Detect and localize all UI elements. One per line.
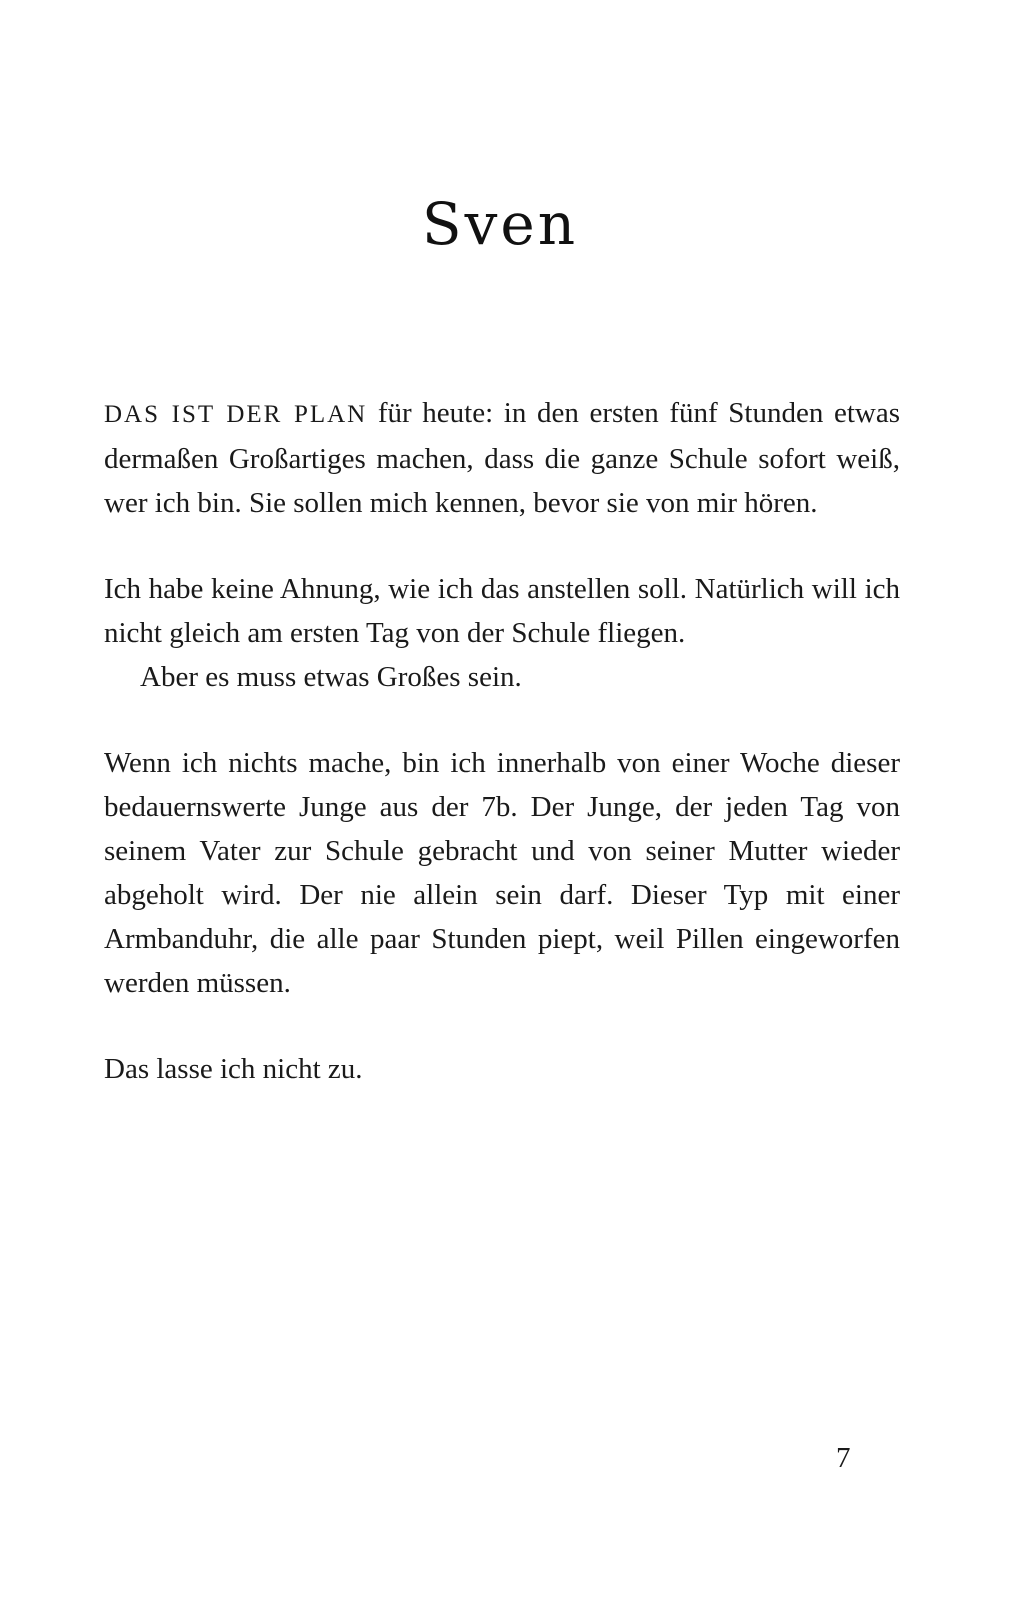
paragraph-1-text: für heute: in den ersten fünf Stunden etwas dermaßen Großartiges machen, dass die ganze Schule sofort weiß, wer ich bin. Sie sollen mich kennen, bevor sie von mir hören. bbox=[104, 397, 901, 519]
paragraph-1 bbox=[104, 391, 900, 525]
paragraph-3: Aber es muss etwas Großes sein. bbox=[140, 661, 522, 693]
page-number: 7 bbox=[836, 1442, 851, 1474]
paragraph-4: Wenn ich nichts mache, bin ich innerhalb von einer Woche dieser bedauernswerte Junge aus der 7b. Der Junge, der jeden Tag von seinem Vater zur Schule gebracht und von seiner Mutter wieder abgeholt wird. Der nie allein sein darf. Dieser Typ mit einer Armbanduhr, die alle paar Stunden piept, weil Pillen eingeworfen werden müssen. bbox=[104, 747, 900, 999]
paragraph-2: Ich habe keine Ahnung, wie ich das anstellen soll. Natürlich will ich nicht gleich am ersten Tag von der Schule fliegen. bbox=[104, 573, 900, 649]
chapter-title: Sven bbox=[421, 190, 579, 258]
opening-smallcaps: DAS IST DER PLAN bbox=[104, 401, 368, 428]
body-text bbox=[104, 391, 900, 1133]
paragraph-5: Das lasse ich nicht zu. bbox=[104, 1053, 363, 1085]
